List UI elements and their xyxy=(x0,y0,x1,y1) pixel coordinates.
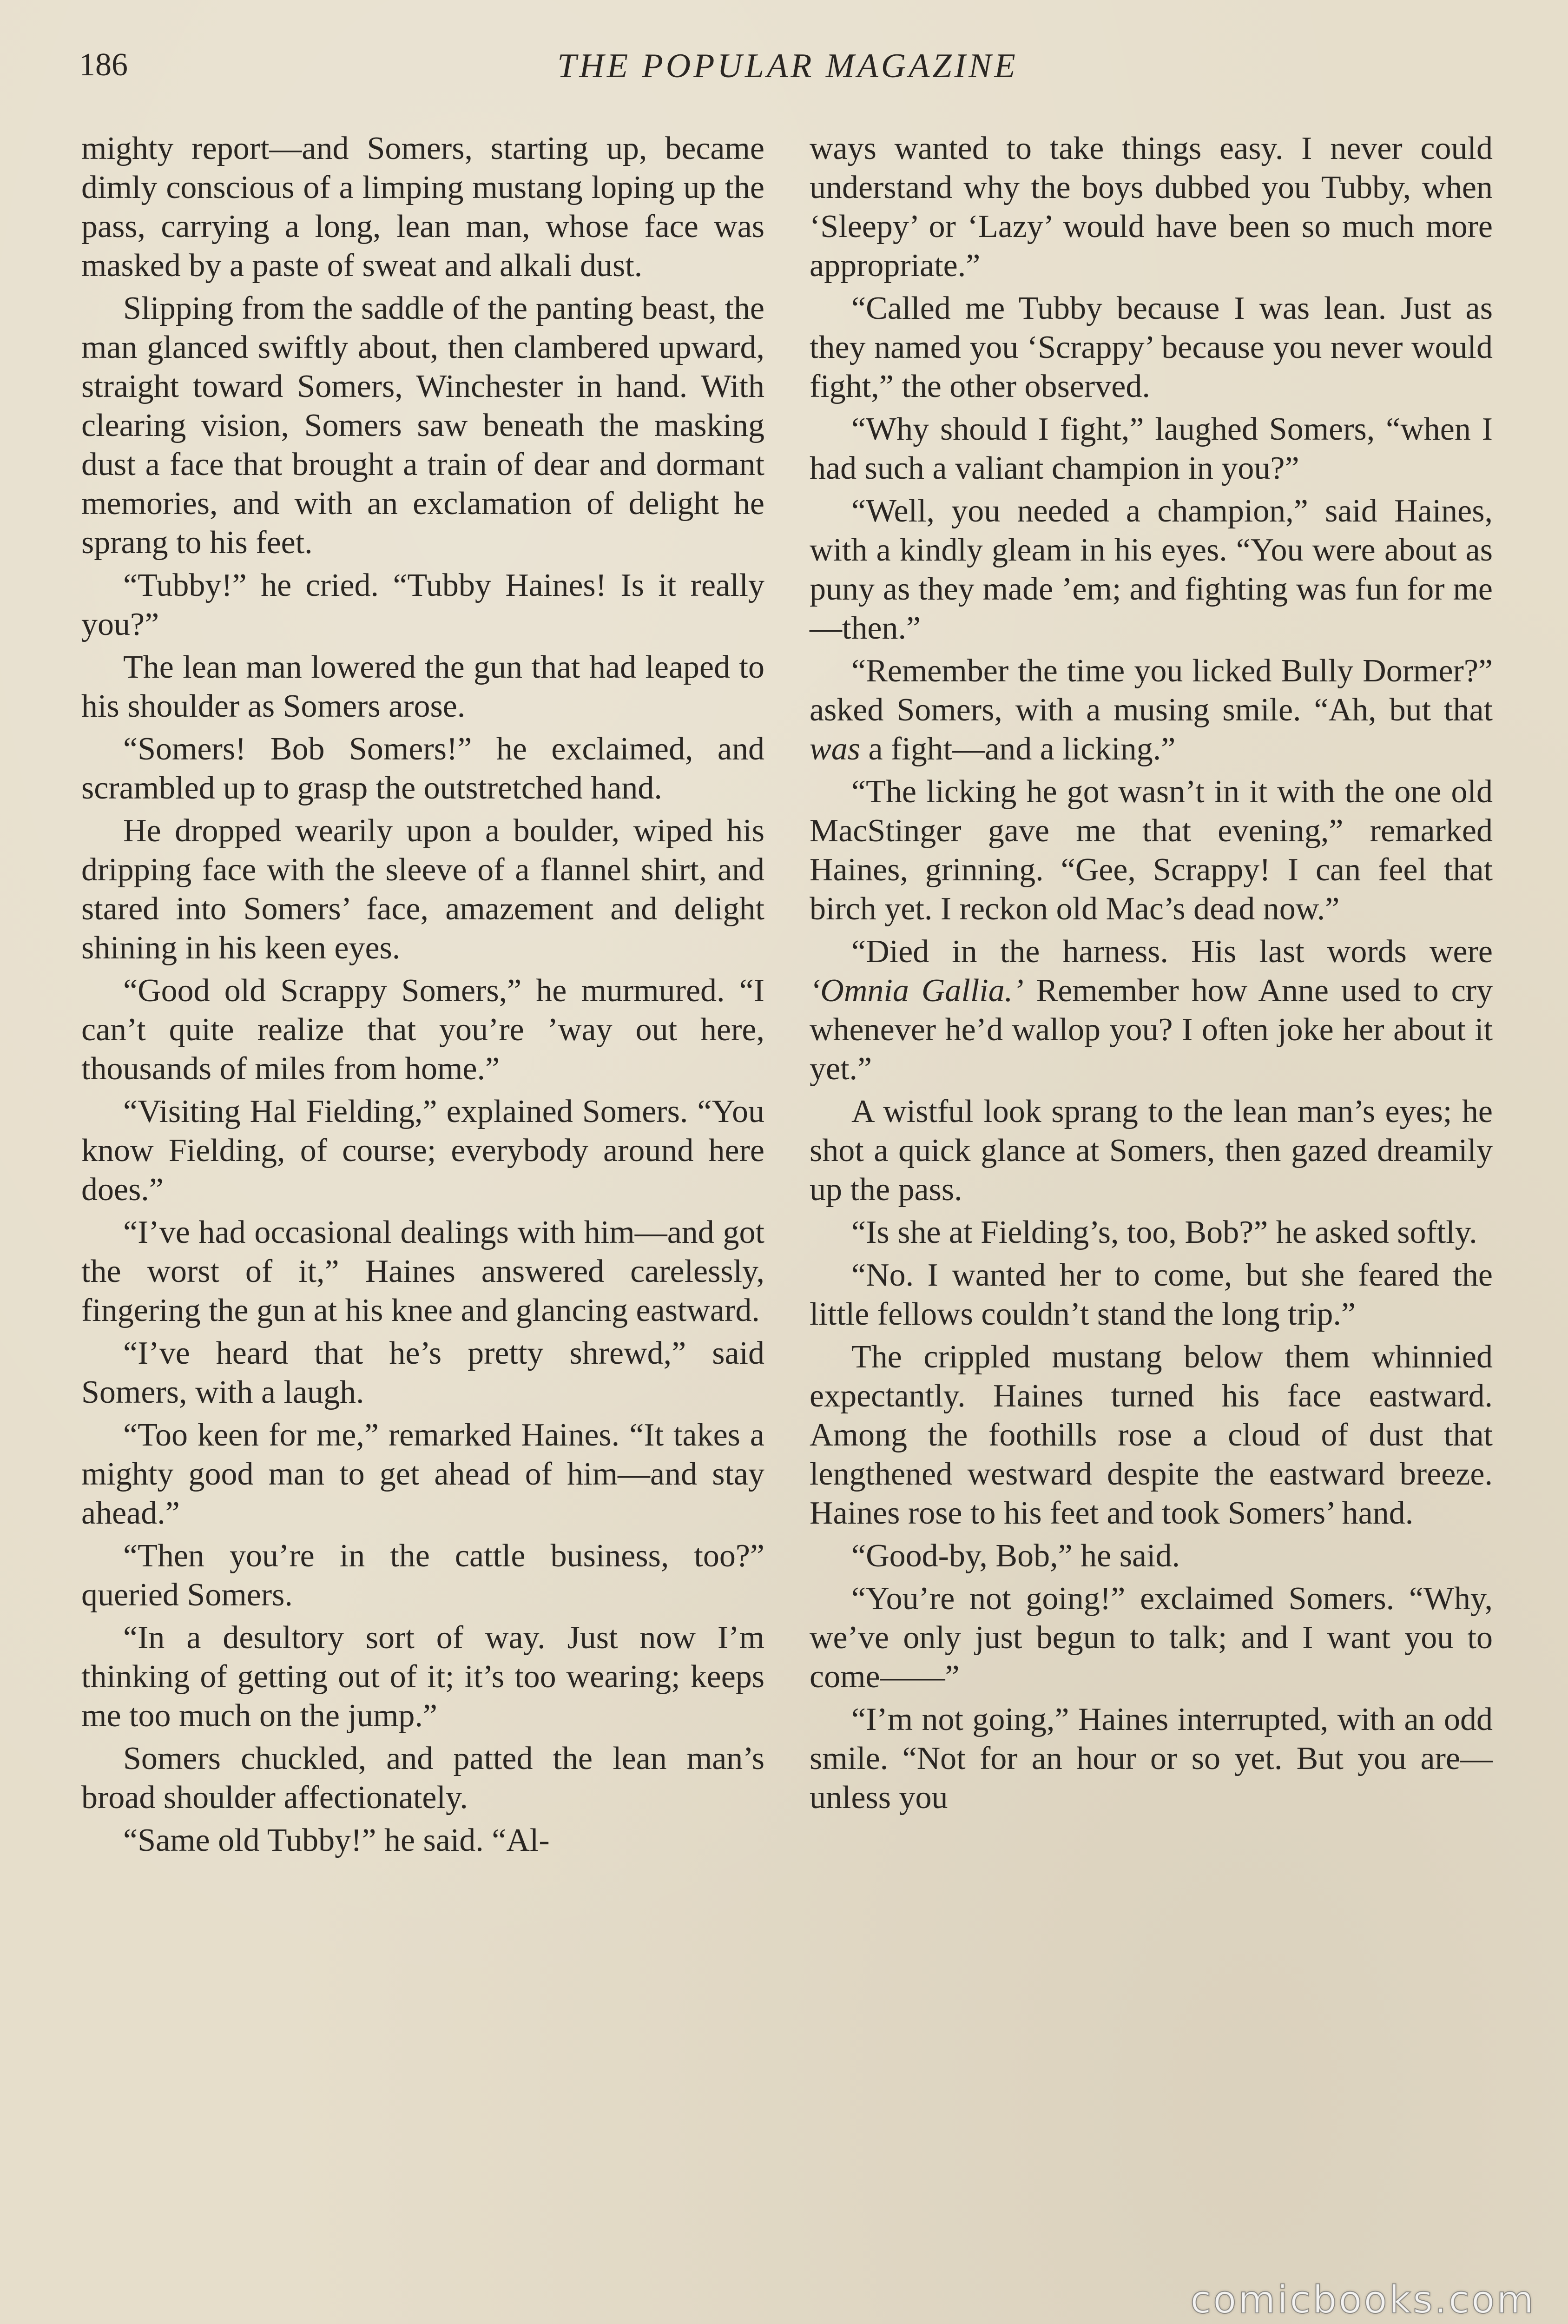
text-run: “Remember the time you licked Bully Dormer?” asked Somers, with a musing smile. “Ah, but that xyxy=(810,653,1493,728)
paragraph xyxy=(810,652,1493,769)
right-column xyxy=(810,129,1493,1821)
paragraph: “I’ve had occasional dealings with him—and got the worst of it,” Haines answered carelessly, fingering the gun at his knee and glancing eastward. xyxy=(81,1215,764,1328)
paragraph: “You’re not going!” exclaimed Somers. “Why, we’ve only just begun to talk; and I want you to come——” xyxy=(810,1581,1493,1695)
paragraph: “Well, you needed a champion,” said Haines, with a kindly gleam in his eyes. “You were about as puny as they made ’em; and fighting was fun for me—then.” xyxy=(810,493,1493,646)
text-run: Remember how Anne used to cry whenever he’d wallop you? I often joke her about it yet.” xyxy=(810,973,1493,1087)
paragraph: “I’m not going,” Haines interrupted, with an odd smile. “Not for an hour or so yet. But you are—unless you xyxy=(810,1702,1493,1816)
italic-text: was xyxy=(810,731,860,767)
paragraph: “Too keen for me,” remarked Haines. “It takes a mighty good man to get ahead of him—and stay ahead.” xyxy=(81,1417,764,1531)
paragraph: “Then you’re in the cattle business, too?” queried Somers. xyxy=(81,1538,764,1613)
paragraph: Somers chuckled, and patted the lean man’s broad shoulder affectionately. xyxy=(81,1741,764,1816)
paragraph: A wistful look sprang to the lean man’s eyes; he shot a quick glance at Somers, then gazed dreamily up the pass. xyxy=(810,1094,1493,1208)
text-run: a fight—and a licking.” xyxy=(860,731,1176,767)
paragraph: “Is she at Fielding’s, too, Bob?” he asked softly. xyxy=(851,1215,1477,1250)
paragraph: “Same old Tubby!” he said. “Al- xyxy=(123,1822,550,1858)
watermark: comicbooks.com xyxy=(1190,2278,1535,2322)
left-column xyxy=(81,129,764,1864)
paragraph: The lean man lowered the gun that had leaped to his shoulder as Somers arose. xyxy=(81,649,764,724)
paragraph: “No. I wanted her to come, but she feared the little fellows couldn’t stand the long trip.” xyxy=(810,1257,1493,1332)
page-number: 186 xyxy=(79,47,128,83)
page-header xyxy=(79,46,1496,107)
paragraph: mighty report—and Somers, starting up, became dimly conscious of a limping mustang loping up the pass, carrying a long, lean man, whose face was masked by a paste of sweat and alkali dust. xyxy=(81,131,764,284)
paragraph: “Good-by, Bob,” he said. xyxy=(851,1538,1180,1574)
paragraph: “Called me Tubby because I was lean. Just as they named you ‘Scrappy’ because you never would fight,” the other observed. xyxy=(810,290,1493,404)
paragraph: The crippled mustang below them whinnied expectantly. Haines turned his face eastward. Among the foothills rose a cloud of dust that lengthened westward despite the eastward breeze. Haines rose to his feet and took Somers’ hand. xyxy=(810,1339,1493,1531)
paragraph: “Why should I fight,” laughed Somers, “when I had such a valiant champion in you?” xyxy=(810,411,1493,486)
paragraph: Slipping from the saddle of the panting beast, the man glanced swiftly about, then clambered upward, straight toward Somers, Winchester in hand. With clearing vision, Somers saw beneath the masking dust a face that brought a train of dear and dormant memories, and with an exclamation of delight he sprang to his feet. xyxy=(81,290,764,561)
paragraph xyxy=(810,932,1493,1089)
paragraph: ways wanted to take things easy. I never could understand why the boys dubbed you Tubby, when ‘Sleepy’ or ‘Lazy’ would have been so much more appropriate.” xyxy=(810,131,1493,284)
text-run: “Died in the harness. His last words were xyxy=(851,934,1493,970)
paragraph: He dropped wearily upon a boulder, wiped his dripping face with the sleeve of a flannel shirt, and stared into Somers’ face, amazement and delight shining in his keen eyes. xyxy=(81,813,764,966)
paragraph: “I’ve heard that he’s pretty shrewd,” said Somers, with a laugh. xyxy=(81,1335,764,1410)
paragraph: “Somers! Bob Somers!” he exclaimed, and scrambled up to grasp the outstretched hand. xyxy=(81,731,764,806)
magazine-title: THE POPULAR MAGAZINE xyxy=(557,47,1018,85)
paragraph: “Tubby!” he cried. “Tubby Haines! Is it really you?” xyxy=(81,568,764,642)
paragraph: “In a desultory sort of way. Just now I’m thinking of getting out of it; it’s too wearing; keeps me too much on the jump.” xyxy=(81,1620,764,1734)
paragraph: “The licking he got wasn’t in it with the one old MacStinger gave me that evening,” remarked Haines, grinning. “Gee, Scrappy! I can feel that birch yet. I reckon old Mac’s dead now.” xyxy=(810,774,1493,927)
paragraph: “Visiting Hal Fielding,” explained Somers. “You know Fielding, of course; everybody around here does.” xyxy=(81,1094,764,1208)
italic-text: ‘Omnia Gallia.’ xyxy=(810,973,1024,1009)
paragraph: “Good old Scrappy Somers,” he murmured. “I can’t quite realize that you’re ’way out here, thousands of miles from home.” xyxy=(81,973,764,1087)
